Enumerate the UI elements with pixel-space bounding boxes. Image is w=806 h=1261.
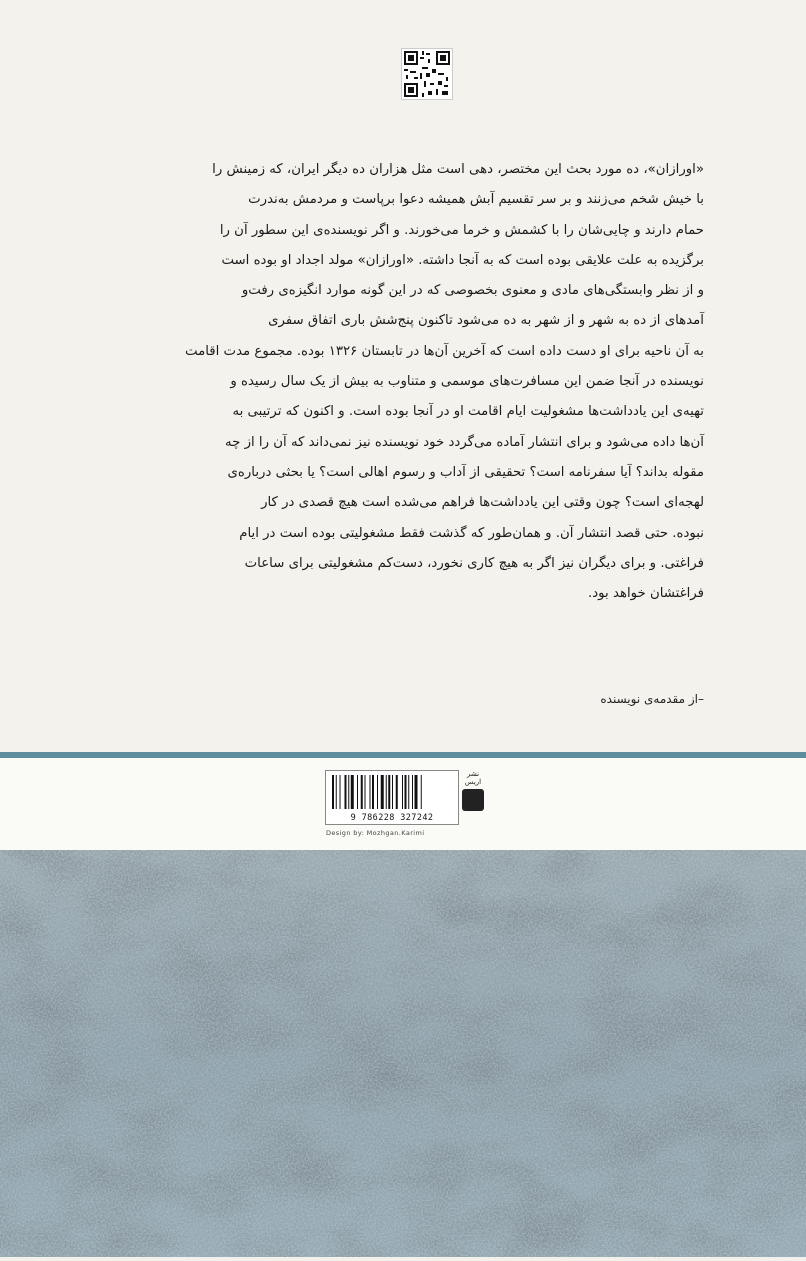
qr-code-icon [401, 48, 453, 100]
blurb-line: مقوله بداند؟ آیا سفرنامه است؟ تحقیقی از آداب و رسوم اهالی است؟ یا بحثی درباره‌ی [227, 464, 704, 480]
barcode-bar [361, 775, 363, 809]
blurb-line: تهیه‌ی این یادداشت‌ها مشغولیت ایام اقامت او در آنجا بوده است. و اکنون که ترتیبی به [232, 404, 704, 420]
isbn-barcode [325, 770, 459, 825]
blurb-line: به آن ناحیه برای او دست داده است که آخرین آن‌ها در تابستان ۱۳۲۶ بوده. مجموع مدت اقامت [185, 343, 704, 359]
barcode-bar [392, 775, 393, 809]
barcode-bar [381, 775, 384, 809]
barcode-bar [408, 775, 409, 809]
publisher-logo-icon [462, 789, 484, 811]
blurb-line: «اورازان»، ده مورد بحث این مختصر، دهی است مثل هزاران ده دیگر ایران، که زمینش را [212, 162, 704, 177]
designer-credit: Design by: Mozhgan.Karimi [326, 829, 425, 837]
blurb-line: حمام دارند و چایی‌شان را با کشمش و خرما می‌خورند. و اگر نویسنده‌ی این سطور آن را [219, 222, 704, 238]
barcode-bar [340, 775, 341, 809]
barcode-bar [357, 775, 358, 809]
stone-texture-graphic [0, 850, 806, 1257]
blurb-line: و از نظر وابستگی‌های مادی و معنوی بخصوصی که در این گونه موارد انگیزه‌ی رفت‌و [241, 283, 704, 299]
barcode-bar [386, 775, 387, 809]
blurb-line: برگزیده به علت علایقی بوده است که به آنجا داشته. «اورازان» مولد اجداد او بوده است [221, 252, 704, 268]
barcode-bars [332, 775, 452, 809]
blurb-line: آمدهای از ده به شهر و از شهر به ده می‌شود تاکنون پنج‌شش باری اتفاق سفری [268, 313, 704, 329]
barcode-bar [345, 775, 347, 809]
barcode-bar [377, 775, 378, 809]
barcode-bar [336, 775, 337, 809]
barcode-bar [351, 775, 354, 809]
publisher-mark [460, 770, 486, 824]
barcode-bar [421, 775, 422, 809]
barcode-bar [402, 775, 403, 809]
barcode-bar [412, 775, 413, 809]
blurb-attribution: –از مقدمه‌ی نویسنده [600, 692, 704, 706]
barcode-bar [372, 775, 374, 809]
barcode-bar [415, 775, 418, 809]
blurb-line: نویسنده در آنجا ضمن این مسافرت‌های موسمی و متناوب به بیش از یک سال رسیده و [230, 374, 704, 390]
barcode-bar [405, 775, 407, 809]
barcode-bar [388, 775, 390, 809]
textured-cover-bottom [0, 850, 806, 1257]
back-cover-blurb [104, 155, 704, 609]
barcode-bar [396, 775, 398, 809]
isbn-number: 9 786228 327242 [350, 813, 434, 823]
blurb-line: لهجه‌ای است؟ چون وقتی این یادداشت‌ها فراهم می‌شده است هیچ قصدی در کار [261, 495, 704, 511]
blurb-line: آن‌ها داده می‌شود و برای انتشار آماده می‌گردد خود نویسنده نیز نمی‌داند که آن را از چه [225, 434, 704, 450]
publisher-name: نشر اریس [464, 770, 482, 786]
barcode-bar [348, 775, 349, 809]
barcode-bar [365, 775, 366, 809]
barcode-bar [332, 775, 334, 809]
blurb-line: نبوده. حتی قصد انتشار آن. و همان‌طور که گذشت فقط مشغولیتی بوده است در ایام [239, 525, 704, 541]
barcode-bar [370, 775, 371, 809]
blurb-line: با خیش شخم می‌زنند و بر سر تقسیم آبش همیشه دعوا برپاست و مردمش به‌ندرت [248, 192, 704, 208]
blurb-line: فراغتی. و برای دیگران نیز اگر به هیچ کاری نخورد، دست‌کم مشغولیتی برای ساعات [244, 555, 704, 571]
blurb-line: فراغتشان خواهد بود. [588, 586, 704, 602]
